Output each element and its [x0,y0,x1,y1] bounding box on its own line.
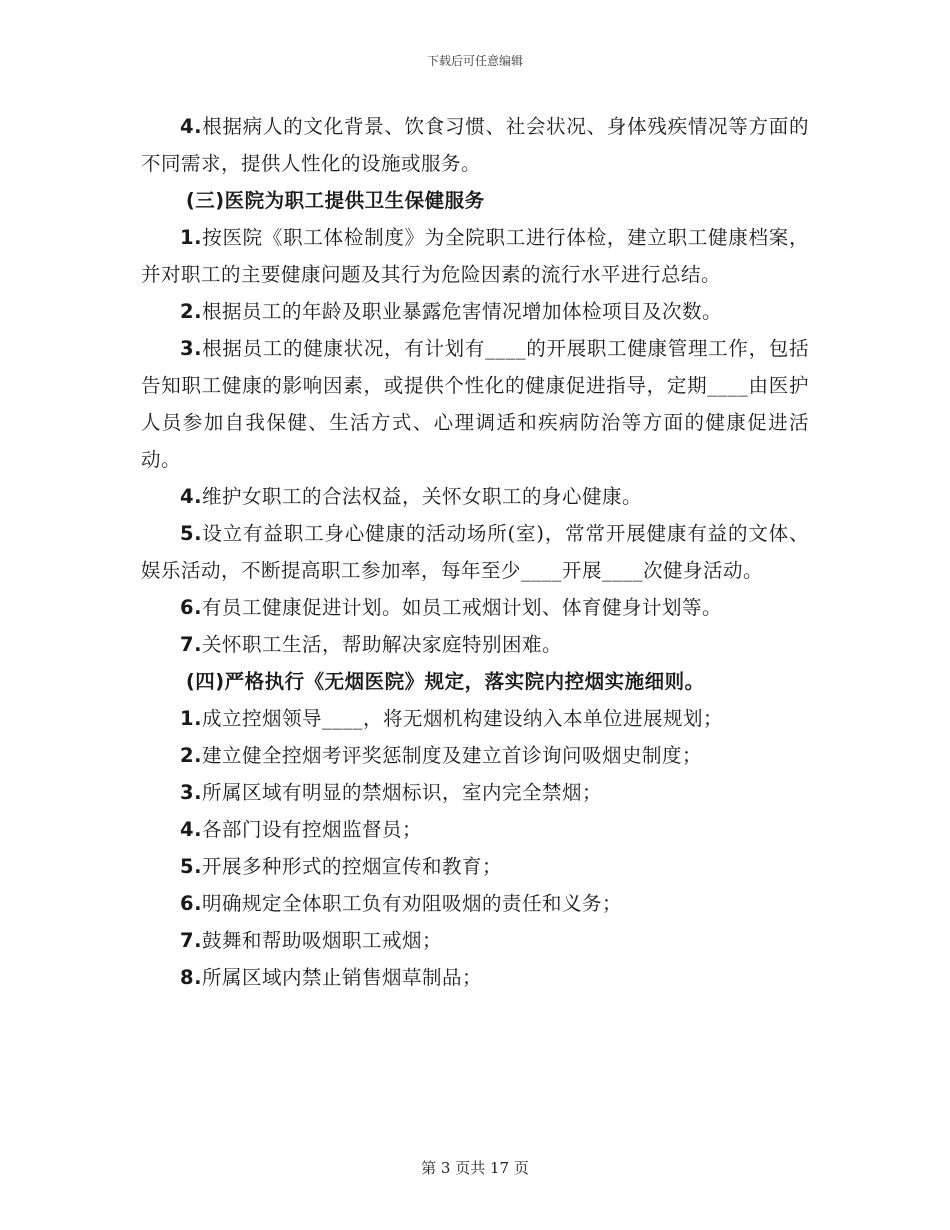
item-text: 根据员工的健康状况，有计划有____的开展职工健康管理工作，包括告知职工健康的影响因素，或提供个性化的健康促进指导，定期____由医护人员参加自我保健、生活方式、心理调适和疾病防治等方面的健康促进活动。 [141,337,809,471]
item-text: 按医院《职工体检制度》为全院职工进行体检，建立职工健康档案，并对职工的主要健康问题及其行为危险因素的流行水平进行总结。 [141,226,809,286]
item-number: 3. [180,337,202,360]
list-item [141,959,809,996]
item-text: 根据员工的年龄及职业暴露危害情况增加体检项目及次数。 [201,300,722,323]
item-number: 7. [180,929,202,952]
item-number: 8. [180,966,202,989]
item-text: 鼓舞和帮助吸烟职工戒烟； [201,929,442,952]
list-item [141,219,809,293]
item-text: 建立健全控烟考评奖惩制度及建立首诊询问吸烟史制度； [201,744,702,767]
item-text: 各部门设有控烟监督员； [201,818,422,841]
document-body [141,108,809,996]
list-item [141,330,809,478]
item-number: 2. [180,300,202,323]
list-item [141,922,809,959]
item-number: 1. [180,226,202,249]
item-number: 6. [180,892,202,915]
list-item [141,478,809,515]
item-text: 开展多种形式的控烟宣传和教育； [201,855,502,878]
item-number: 4. [180,115,202,138]
item-text: 维护女职工的合法权益，关怀女职工的身心健康。 [201,485,642,508]
section-heading: (三)医院为职工提供卫生保健服务 [185,189,485,212]
item-number: 5. [180,855,202,878]
item-number: 6. [180,596,202,619]
list-item [141,848,809,885]
item-text: 设立有益职工身心健康的活动场所(室)，常常开展健康有益的文体、娱乐活动，不断提高职工参加率，每年至少____开展____次健身活动。 [141,522,809,582]
item-number: 4. [180,485,202,508]
item-text: 所属区域有明显的禁烟标识，室内完全禁烟； [201,781,602,804]
item-text: 所属区域内禁止销售烟草制品； [201,966,482,989]
item-text: 成立控烟领导____，将无烟机构建设纳入本单位进展规划； [201,707,723,730]
list-item [141,737,809,774]
item-number: 5. [180,522,202,545]
item-text: 关怀职工生活，帮助解决家庭特别困难。 [201,633,562,656]
page-footer: 第 3 页共 17 页 [421,1159,529,1177]
list-item [141,626,809,663]
item-text: 有员工健康促进计划。如员工戒烟计划、体育健身计划等。 [201,596,722,619]
item-number: 1. [180,707,202,730]
item-number: 2. [180,744,202,767]
item-number: 7. [180,633,202,656]
list-item [141,108,809,182]
list-item [141,885,809,922]
item-number: 3. [180,781,202,804]
item-number: 4. [180,818,202,841]
item-text: 根据病人的文化背景、饮食习惯、社会状况、身体残疾情况等方面的不同需求，提供人性化的设施或服务。 [141,115,809,175]
section-heading: (四)严格执行《无烟医院》规定，落实院内控烟实施细则。 [185,670,705,693]
item-text: 明确规定全体职工负有劝阻吸烟的责任和义务； [201,892,622,915]
page-header: 下载后可任意编辑 [426,54,523,68]
list-item [141,811,809,848]
list-item [141,515,809,589]
list-item [141,589,809,626]
list-item [141,700,809,737]
list-item [141,774,809,811]
list-item [141,293,809,330]
